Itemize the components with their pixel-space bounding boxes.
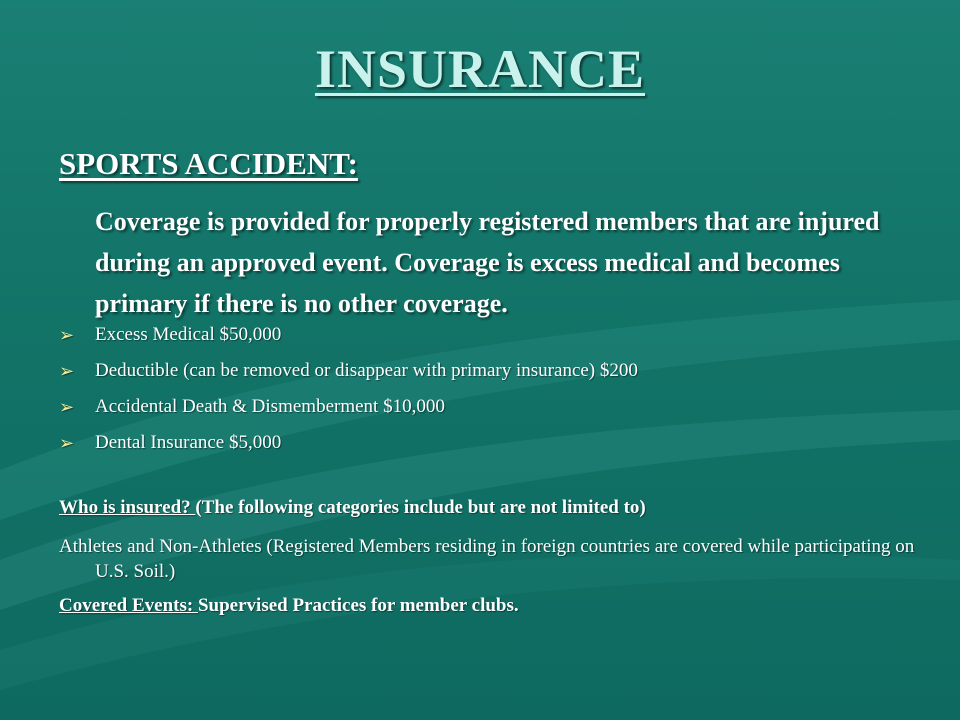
list-item bbox=[59, 432, 909, 468]
benefit-text: Deductible (can be removed or disappear with primary insurance) $200 bbox=[95, 360, 638, 381]
slide-title: INSURANCE bbox=[314, 39, 646, 99]
list-item bbox=[59, 360, 909, 396]
arrow-bullet-icon: ➢ bbox=[59, 397, 75, 418]
coverage-paragraph: Coverage is provided for properly registered members that are injured during an approved event. Coverage is excess medical and becomes primary if there is no other coverage. bbox=[95, 207, 880, 318]
list-item bbox=[59, 324, 909, 360]
who-label: Who is insured? bbox=[59, 497, 196, 518]
arrow-bullet-icon: ➢ bbox=[59, 433, 75, 454]
benefit-list bbox=[59, 324, 909, 468]
benefit-text: Excess Medical $50,000 bbox=[95, 324, 282, 345]
events-text: Supervised Practices for member clubs. bbox=[197, 595, 519, 616]
covered-events bbox=[59, 595, 919, 617]
arrow-bullet-icon: ➢ bbox=[59, 361, 75, 382]
list-item bbox=[59, 396, 909, 432]
athletes-paragraph: Athletes and Non-Athletes (Registered Members residing in foreign countries are covered while participating on U.S. Soil.) bbox=[59, 536, 915, 582]
benefit-text: Dental Insurance $5,000 bbox=[95, 432, 282, 453]
section-heading: SPORTS ACCIDENT: bbox=[59, 146, 358, 181]
events-label: Covered Events: bbox=[59, 595, 198, 616]
benefit-text: Accidental Death & Dismemberment $10,000 bbox=[95, 396, 445, 417]
who-is-insured bbox=[59, 497, 919, 519]
who-note: (The following categories include but are not limited to) bbox=[195, 497, 646, 518]
arrow-bullet-icon: ➢ bbox=[59, 325, 75, 346]
